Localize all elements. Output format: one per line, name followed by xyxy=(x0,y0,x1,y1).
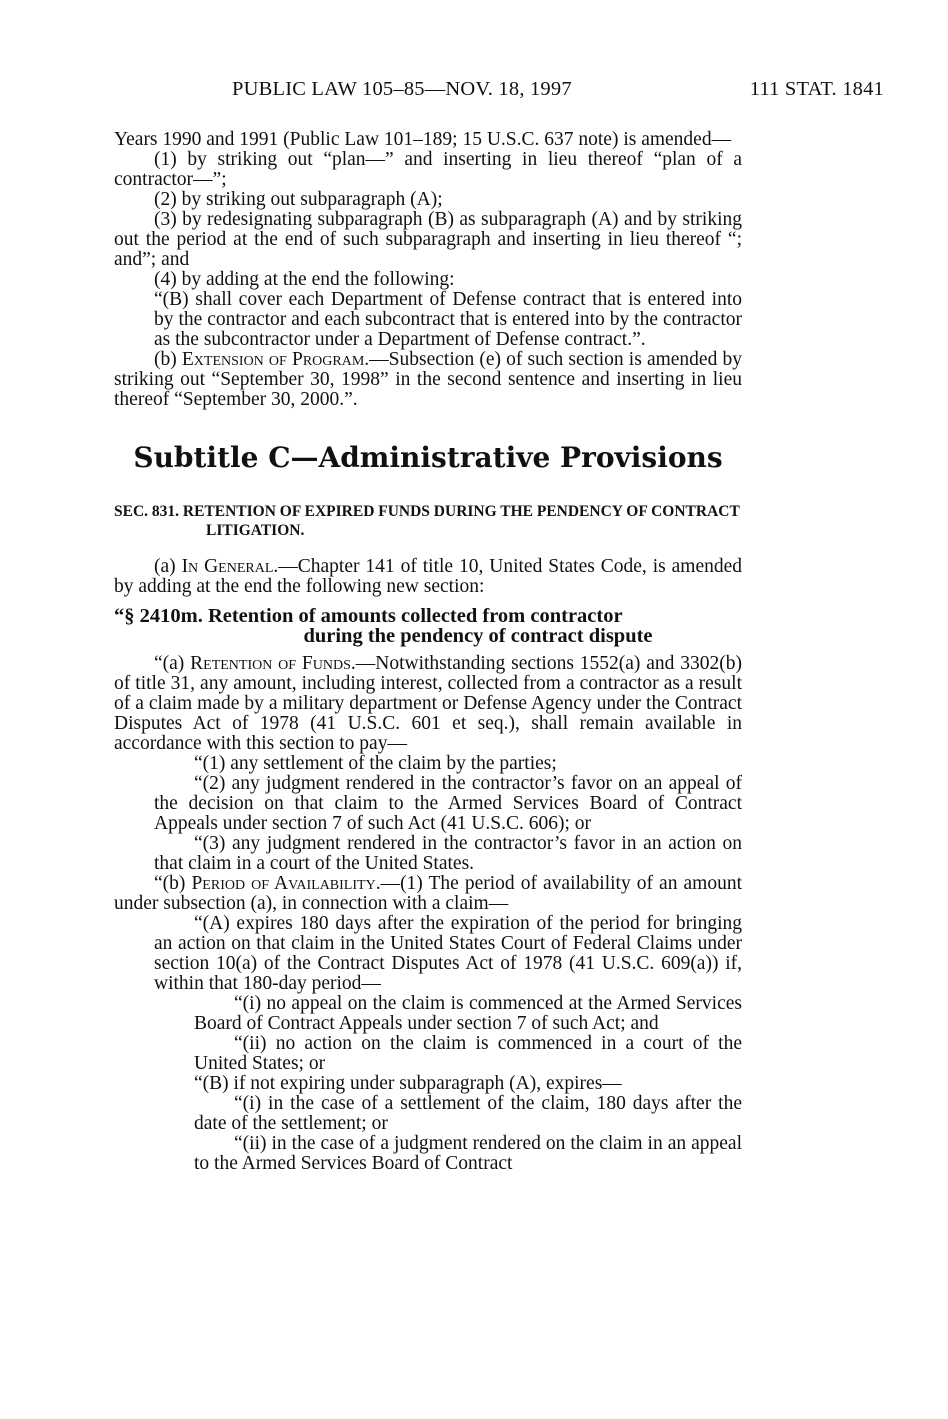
paragraph xyxy=(114,290,742,350)
paragraph-label: (b) xyxy=(154,349,182,370)
paragraph xyxy=(114,874,742,914)
quoted-text: “(B) shall cover each Department of Defense contract that is entered into by the contractor and each subcontract that is entered into by the contractor as the subcontractor under a Department of Defense contract.”. xyxy=(154,289,742,350)
new-section-heading xyxy=(114,606,742,646)
paragraph-text: .—(1) The period of availability of an amount under subsection (a), in connection with a claim— xyxy=(114,873,743,914)
paragraph: “(A) expires 180 days after the expiration of the period for bringing an action on that claim in the United States Court of Federal Claims under section 10(a) of the Contract Disputes Act of 1978 (41 U.S.C. 609(a)) if, within that 180-day period— xyxy=(154,913,742,994)
paragraph-label: “(b) xyxy=(154,873,192,894)
paragraph-caption: In General xyxy=(181,556,274,577)
new-section-heading-line1: “§ 2410m. Retention of amounts collected from contractor xyxy=(114,605,623,627)
section-heading: SEC. 831. RETENTION OF EXPIRED FUNDS DURING THE PENDENCY OF CONTRACT LITIGATION. xyxy=(114,503,740,539)
paragraph: (2) by striking out subparagraph (A); xyxy=(154,189,443,210)
paragraph-text: .—Subsection (e) of such section is amended by striking out “September 30, 1998” in the second sentence and inserting in lieu thereof “September 30, 2000.”. xyxy=(114,349,742,410)
paragraph: (1) by striking out “plan—” and inserting in lieu thereof “plan of a contractor—”; xyxy=(114,149,742,190)
paragraph: “(B) if not expiring under subparagraph (A), expires— xyxy=(194,1073,622,1094)
page-stat-number: 111 STAT. 1841 xyxy=(749,78,884,100)
subtitle-heading: Subtitle C—Administrative Provisions xyxy=(133,441,723,474)
paragraph: (4) by adding at the end the following: xyxy=(154,269,455,290)
paragraph: “(2) any judgment rendered in the contractor’s favor on an appeal of the decision on that claim to the Armed Services Board of Contract Appeals under section 7 of such Act (41 U.S.C. 606); or xyxy=(154,773,742,834)
paragraph: Years 1990 and 1991 (Public Law 101–189; 15 U.S.C. 637 note) is amended— xyxy=(114,129,732,150)
paragraph xyxy=(114,654,742,754)
paragraph: “(3) any judgment rendered in the contractor’s favor in an action on that claim in a court of the United States. xyxy=(154,833,742,874)
paragraph-text: .—Notwithstanding sections 1552(a) and 3302(b) of title 31, any amount, including interest, collected from a contractor as a result of a claim made by a military department or Defense Agency under the Contract Disputes Act of 1978 (41 U.S.C. 601 et seq.), shall remain available in accordance with this section to pay— xyxy=(114,653,742,754)
paragraph-caption: Retention of Funds xyxy=(190,653,351,674)
paragraph: (3) by redesignating subparagraph (B) as subparagraph (A) and by striking out the period at the end of such subparagraph and inserting in lieu thereof “; and”; and xyxy=(114,209,742,270)
paragraph-b xyxy=(114,350,742,410)
paragraph: “(ii) in the case of a judgment rendered on the claim in an appeal to the Armed Services Board of Contract xyxy=(194,1133,742,1174)
new-section-heading-line2: during the pendency of contract dispute xyxy=(303,625,653,647)
paragraph-text: .—Chapter 141 of title 10, United States Code, is amended by adding at the end the following new section: xyxy=(114,556,742,597)
document-body xyxy=(114,130,742,1174)
running-head: PUBLIC LAW 105–85—NOV. 18, 1997 xyxy=(232,78,572,100)
paragraph-a xyxy=(114,557,742,597)
paragraph-caption: Extension of Program xyxy=(181,349,365,370)
paragraph: “(1) any settlement of the claim by the parties; xyxy=(194,753,557,774)
paragraph: “(i) no appeal on the claim is commenced at the Armed Services Board of Contract Appeals under section 7 of such Act; and xyxy=(194,993,742,1034)
paragraph-label: (a) xyxy=(154,556,182,577)
paragraph-label: “(a) xyxy=(154,653,191,674)
paragraph-caption: Period of Availability xyxy=(191,873,376,894)
paragraph: “(ii) no action on the claim is commenced in a court of the United States; or xyxy=(194,1033,742,1074)
page-header xyxy=(114,78,884,110)
paragraph: “(i) in the case of a settlement of the claim, 180 days after the date of the settlement; or xyxy=(194,1093,742,1134)
